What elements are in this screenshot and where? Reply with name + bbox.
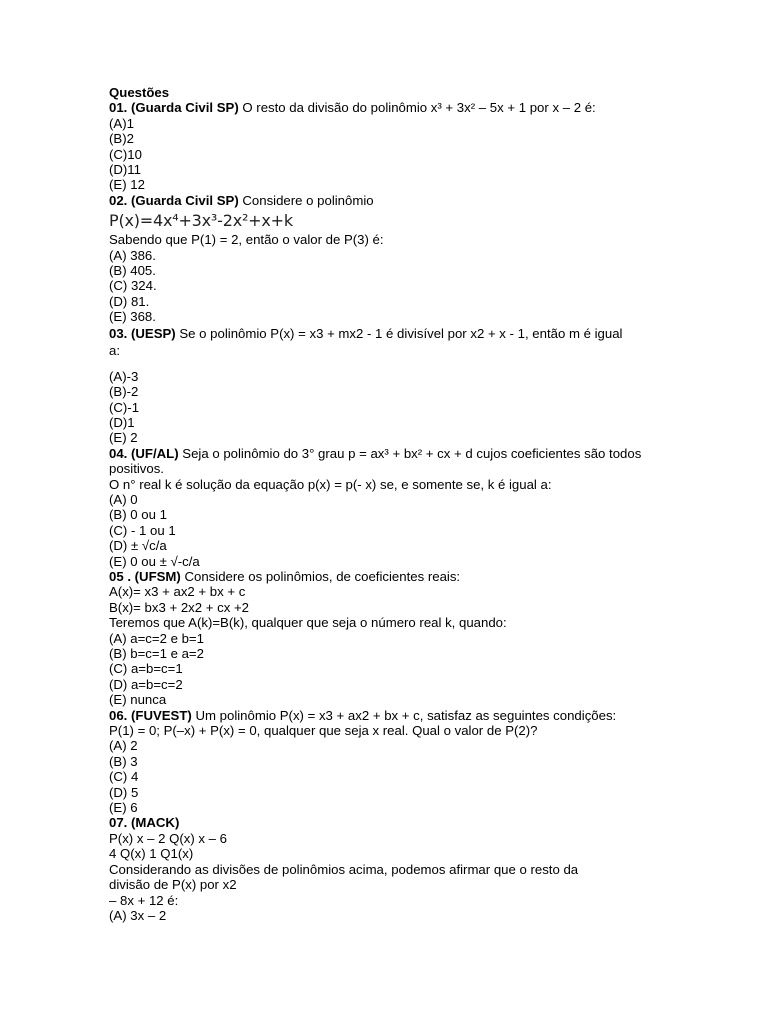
question-number: 01. (Guarda Civil SP) <box>109 100 239 116</box>
option: (D) 5 <box>109 784 139 800</box>
question-number: 05 . (UFSM) <box>109 568 181 584</box>
question-07-number: 07. (MACK) <box>109 815 180 831</box>
option: (A) a=c=2 e b=1 <box>109 630 204 646</box>
page-title: Questões <box>109 85 170 100</box>
question-text: Considere o polinômio <box>238 192 374 208</box>
option: (C) 4 <box>109 769 139 785</box>
option: (C) 324. <box>109 278 157 294</box>
option: (A) 0 <box>109 491 138 507</box>
spacer <box>109 359 669 369</box>
option: (C)-1 <box>109 399 140 415</box>
question-number: 02. (Guarda Civil SP) <box>109 192 239 208</box>
option: (E) 0 ou ± √-c/a <box>109 553 200 569</box>
question-text: Se o polinômio P(x) = x3 + mx2 - 1 é divisível por x2 + x - 1, então m é igual a: <box>109 325 623 358</box>
option: (B) 3 <box>109 753 138 769</box>
option: (B)2 <box>109 131 134 147</box>
option: (D) ± √c/a <box>109 538 167 554</box>
question-01 <box>109 100 669 115</box>
question-text: Um polinômio P(x) = x3 + ax2 + bx + c, satisfaz as seguintes condições: <box>191 707 617 723</box>
option: (E) 6 <box>109 800 138 816</box>
question-text: O resto da divisão do polinômio x³ + 3x² – 5x + 1 por x – 2 é: <box>238 100 596 116</box>
question-text: P(1) = 0; P(–x) + P(x) = 0, qualquer que seja x real. Qual o valor de P(2)? <box>109 723 538 739</box>
division-line-1: P(x) x – 2 Q(x) x – 6 <box>109 830 227 846</box>
question-number: 06. (FUVEST) <box>109 707 192 723</box>
option: (E) 368. <box>109 309 156 325</box>
question-text: – 8x + 12 é: <box>109 892 179 908</box>
question-number: 03. (UESP) <box>109 325 176 341</box>
option: (E) 12 <box>109 177 145 193</box>
question-text: Considere os polinômios, de coeficientes reais: <box>180 568 461 584</box>
option: (D)11 <box>109 162 141 178</box>
document-page <box>109 85 669 923</box>
polynomial-b: B(x)= bx3 + 2x2 + cx +2 <box>109 599 250 615</box>
option: (D) 81. <box>109 293 150 309</box>
option: (B)-2 <box>109 384 139 400</box>
option: (B) b=c=1 e a=2 <box>109 646 204 661</box>
question-02 <box>109 193 669 208</box>
question-05 <box>109 569 669 584</box>
division-line-2: 4 Q(x) 1 Q1(x) <box>109 846 194 862</box>
question-text: O n° real k é solução da equação p(x) = p(- x) se, e somente se, k é igual a: <box>109 476 552 492</box>
polynomial-a: A(x)= x3 + ax2 + bx + c <box>109 584 246 600</box>
option: (A) 386. <box>109 247 156 263</box>
question-06 <box>109 708 669 723</box>
question-text: Sabendo que P(1) = 2, então o valor de P(3) é: <box>109 232 384 248</box>
option: (E) 2 <box>109 430 138 446</box>
formula-image: P(x)=4x⁴+3x³-2x²+x+k <box>109 211 293 231</box>
option: (B) 405. <box>109 263 156 279</box>
question-text: Teremos que A(k)=B(k), qualquer que seja o número real k, quando: <box>109 615 507 631</box>
option: (A)1 <box>109 115 134 131</box>
option: (C) - 1 ou 1 <box>109 522 176 538</box>
option: (C)10 <box>109 146 142 162</box>
question-text: Considerando as divisões de polinômios acima, podemos afirmar que o resto da divisão de P(x) por x2 <box>109 861 579 893</box>
option: (A) 3x – 2 <box>109 907 167 923</box>
option: (D)1 <box>109 414 135 430</box>
option: (E) nunca <box>109 692 167 708</box>
option: (D) a=b=c=2 <box>109 676 183 692</box>
question-04 <box>109 446 654 477</box>
option: (A) 2 <box>109 738 138 754</box>
option: (B) 0 ou 1 <box>109 507 167 523</box>
question-number: 04. (UF/AL) <box>109 445 179 461</box>
option: (A)-3 <box>109 368 139 384</box>
question-03 <box>109 325 634 359</box>
option: (C) a=b=c=1 <box>109 661 183 677</box>
question-text: Seja o polinômio do 3° grau p = ax³ + bx² + cx + d cujos coeficientes são todos positivos. <box>109 445 642 477</box>
